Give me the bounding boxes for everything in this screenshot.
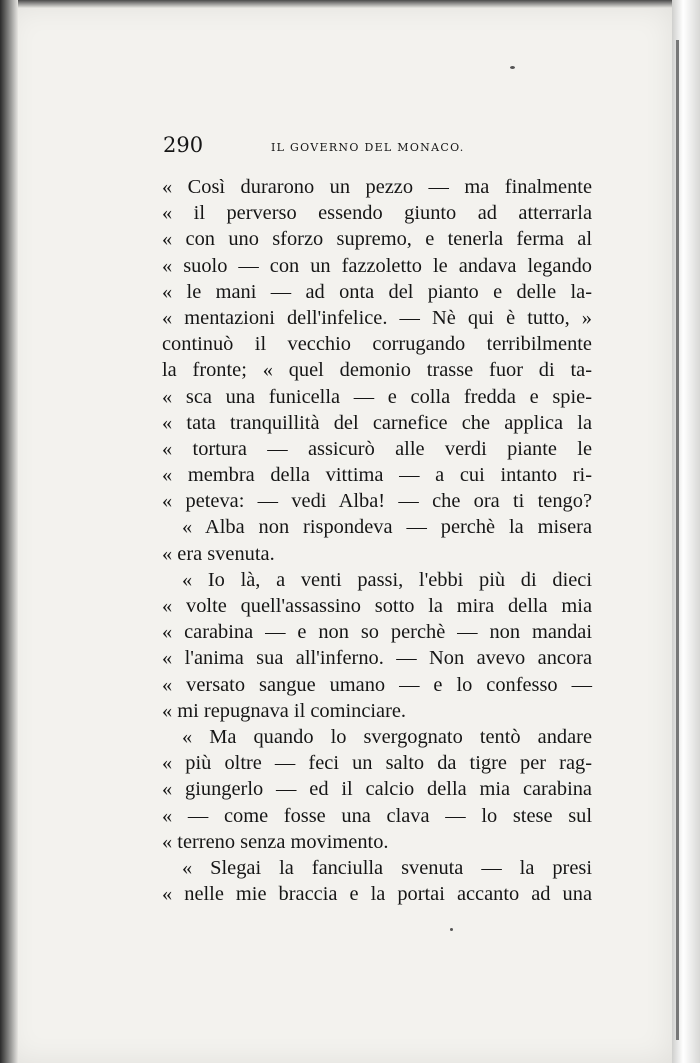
text-line: « Alba non rispondeva — perchè la misera [182,516,592,539]
page-number: 290 [163,133,204,157]
text-line: « mentazioni dell'infelice. — Nè qui è tutto, » [162,306,592,329]
text-line: « suolo — con un fazzoletto le andava legando [162,254,592,277]
text-line: « peteva: — vedi Alba! — che ora ti tengo? [162,490,592,513]
body-text [162,174,592,907]
text-line: « sca una funicella — e colla fredda e spie- [162,385,592,408]
text-line: « con uno sforzo supremo, e tenerla ferma al [162,228,592,251]
text-line: « Ma quando lo svergognato tentò andare [182,725,592,748]
text-line: « tortura — assicurò alle verdi piante le [162,437,592,460]
text-line: « era svenuta. [162,542,275,565]
book-binding-edge [0,0,18,1063]
text-line: continuò il vecchio corrugando terribilmente [162,333,592,356]
text-line: « versato sangue umano — e lo confesso — [162,673,592,696]
text-line: « il perverso essendo giunto ad atterrarla [162,202,592,225]
text-line: « più oltre — feci un salto da tigre per rag- [162,752,592,775]
text-line: « l'anima sua all'inferno. — Non avevo ancora [162,647,592,670]
text-line: « terreno senza movimento. [162,830,389,853]
text-line: « volte quell'assassino sotto la mira della mia [162,595,592,617]
text-line: « carabina — e non so perchè — non mandai [162,621,592,644]
text-line: « nelle mie braccia e la portai accanto ad una [162,883,592,906]
text-line: « Slegai la fanciulla svenuta — la presi [182,856,592,879]
text-line: « Così durarono un pezzo — ma finalmente [162,176,592,198]
text-line: « membra della vittima — a cui intanto ri- [162,464,592,487]
text-line: « le mani — ad onta del pianto e delle la- [162,280,592,303]
page-edge-shadow-line [676,40,679,1040]
text-line: « mi repugnava il cominciare. [162,699,407,722]
text-line: « tata tranquillità del carnefice che applica la [162,411,592,434]
text-line: « — come fosse una clava — lo stese sul [162,804,592,827]
page-top-edge [8,0,672,8]
ink-speck [510,66,515,69]
ink-speck [450,928,453,931]
text-line: « Io là, a venti passi, l'ebbi più di dieci [182,568,592,591]
text-line: la fronte; « quel demonio trasse fuor di ta- [162,359,592,382]
page-header [163,133,493,161]
running-title: IL GOVERNO DEL MONACO. [271,141,465,154]
text-line: « giungerlo — ed il calcio della mia carabina [162,778,592,801]
